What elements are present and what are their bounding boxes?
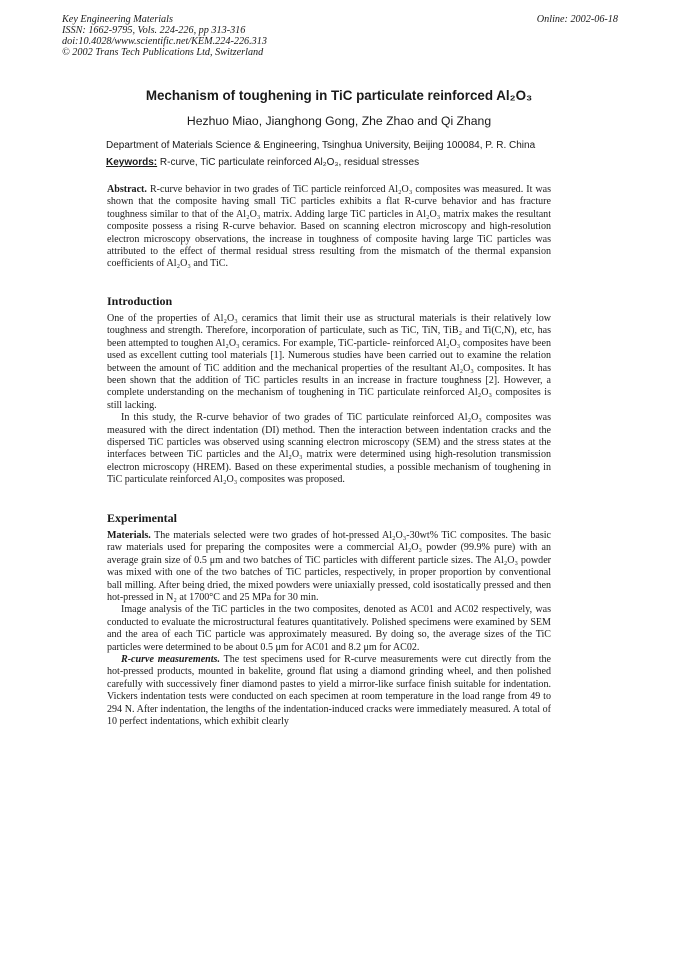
journal-name: Key Engineering Materials <box>62 14 173 25</box>
introduction-paragraph-2: In this study, the R-curve behavior of two grades of TiC particulate reinforced Al₂O₃ composites was measured with the direct indentation (DI) method. Then the interaction between indentation cracks and the dispersed TiC particles was observed using scanning electron microscopy (SEM) and the stress states at the interfaces between TiC particles and the Al₂O₃ matrix were determined using high-resolution transmission electron microscopy (HREM). Based on these experimental studies, a possible mechanism of toughening in TiC particulate reinforced Al₂O₃ composites was proposed. <box>107 412 551 486</box>
materials-text: The materials selected were two grades of hot-pressed Al₂O₃-30wt% TiC composites. The basic raw materials used for preparing the composites were a commercial Al₂O₃ powder (99.9% pure) with an average grain size of 0.5 μm and two batches of TiC particles with different particle sizes. The Al₂O₃ powder was mixed with one of the two batches of TiC particles, respectively, in proper proportion by conventional ball milling. After being dried, the mixed powders were uniaxially pressed, cold isostatically pressed and then hot-pressed in N₂ at 1700°C and 25 MPa for 30 min. <box>107 530 551 604</box>
rcurve-label: R-curve measurements. <box>121 654 220 666</box>
paper-title: Mechanism of toughening in TiC particulate reinforced Al₂O₃ <box>145 88 533 103</box>
introduction-body <box>107 313 551 487</box>
journal-header <box>62 14 267 58</box>
affiliation: Department of Materials Science & Engineering, Tsinghua University, Beijing 100084, P. R. China <box>106 140 536 151</box>
introduction-paragraph-1: One of the properties of Al₂O₃ ceramics that limit their use as structural materials is their relatively low toughness and strength. Therefore, incorporation of particulate, such as TiC, TiN, TiB₂ and Ti(C,N), etc, has been attempted to toughen Al₂O₃ ceramics. For example, TiC-particle- reinforced Al₂O₃ composites have been used as excellent cutting tool materials [1]. Numerous studies have been carried out to examine the relation between the amount of TiC addition and the mechanical properties of the resultant Al₂O₃ composites. It has been shown that the addition of TiC particles results in an increase in fracture toughness [2]. However, a complete understanding on the mechanism of toughening in TiC particulate reinforced Al₂O₃ composites is still lacking. <box>107 313 551 411</box>
abstract <box>107 184 551 271</box>
rcurve-text: The test specimens used for R-curve measurements were cut directly from the hot-pressed products, mounted in bakelite, ground flat using a diamond grinding wheel, and then polished carefully with successively finer diamond pastes to yield a mirror-like surface finish suitable for indentation. Vickers indentation tests were conducted on each specimen at room temperature in the load range from 49 to 294 N. After indentation, the lengths of the indentation-induced cracks were immediately measured. A total of 10 perfect indentations, which exhibit clearly <box>107 654 551 728</box>
image-analysis-paragraph: Image analysis of the TiC particles in the two composites, denoted as AC01 and AC02 respectively, was conducted to evaluate the microstructural features quantitatively. Polished specimens were examined by SEM and the area of each TiC particle was approximately measured. By doing so, the average sizes of the TiC particles were determined to be about 0.5 μm for AC01 and 8.2 μm for AC02. <box>107 604 551 653</box>
experimental-body <box>107 530 551 729</box>
experimental-heading: Experimental <box>107 511 177 525</box>
copyright-line: © 2002 Trans Tech Publications Ltd, Switzerland <box>62 47 264 58</box>
doi-line: doi:10.4028/www.scientific.net/KEM.224-226.313 <box>62 36 267 47</box>
issn-line: ISSN: 1662-9795, Vols. 224-226, pp 313-316 <box>62 25 246 36</box>
online-date: Online: 2002-06-18 <box>536 14 618 25</box>
introduction-heading: Introduction <box>107 294 173 308</box>
keywords-label: Keywords: <box>106 157 158 168</box>
abstract-text: R-curve behavior in two grades of TiC particle reinforced Al₂O₃ composites was measured. It was shown that the composite having small TiC particles exhibits a flat R-curve behavior and has fracture toughness similar to that of the Al₂O₃ matrix. Adding large TiC particles in Al₂O₃ matrix makes the resultant composite possess a rising R-curve behavior. Based on scanning electron microscopy and high-resolution electron microscopy observations, the increase in toughness of composite having large TiC particles was attributed to the effect of thermal residual stress resulting from the mismatch of the thermal expansion coefficients of Al₂O₃ and TiC. <box>107 184 552 270</box>
keywords-text: R-curve, TiC particulate reinforced Al₂O₃, residual stresses <box>159 157 420 168</box>
authors: Hezhuo Miao, Jianghong Gong, Zhe Zhao and Qi Zhang <box>186 114 492 128</box>
keywords <box>106 157 419 168</box>
materials-label: Materials. <box>107 530 151 541</box>
abstract-label: Abstract. <box>107 184 147 195</box>
